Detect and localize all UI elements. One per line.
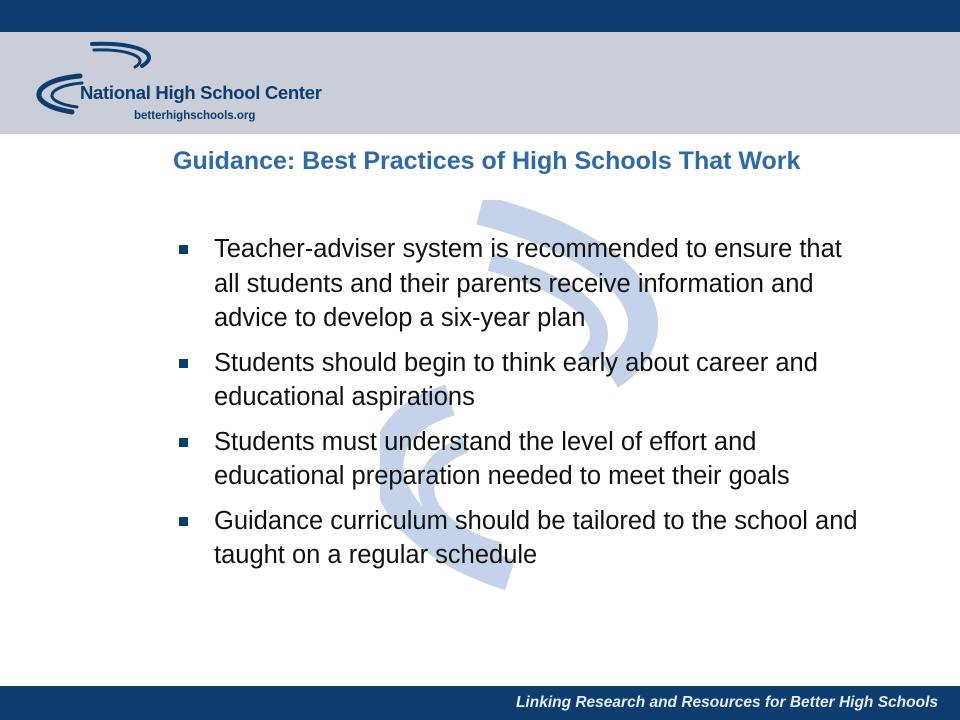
bullet-text: Students should begin to think early about career and educational aspirations	[214, 348, 818, 411]
bullet-item	[176, 425, 866, 494]
square-bullet-icon	[179, 438, 188, 447]
slide-title: Guidance: Best Practices of High Schools That Work	[173, 147, 801, 175]
logo-name: National High School Center	[80, 82, 322, 103]
bullet-text: Teacher-adviser system is recommended to ensure that all students and their parents receive information and advice to develop a six-year plan	[214, 235, 842, 332]
bullet-list	[176, 232, 866, 583]
logo-url: betterhighschools.org	[134, 110, 256, 122]
bullet-text: Guidance curriculum should be tailored to the school and taught on a regular schedule	[214, 506, 858, 569]
square-bullet-icon	[179, 359, 188, 368]
footer-tagline: Linking Research and Resources for Better High Schools	[515, 694, 938, 711]
bullet-item	[176, 504, 866, 573]
top-bar	[0, 0, 960, 32]
square-bullet-icon	[179, 245, 188, 254]
bullet-item	[176, 232, 866, 336]
square-bullet-icon	[179, 517, 188, 526]
footer-bar	[0, 686, 960, 720]
bullet-item	[176, 346, 866, 415]
bullet-text: Students must understand the level of effort and educational preparation needed to meet their goals	[214, 427, 790, 490]
